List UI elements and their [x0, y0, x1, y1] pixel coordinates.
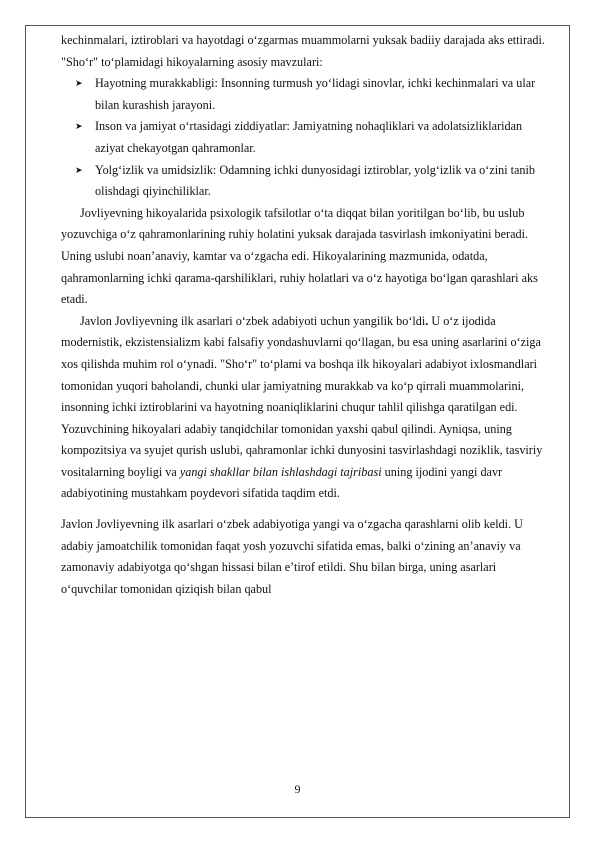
paragraph-psychology: Jovliyevning hikoyalarida psixologik tafsilotlar o‘ta diqqat bilan yoritilgan bo‘lib, bu uslub yozuvchiga o‘z qahramonlarining ruhiy holatini yuksak darajada tasvirlash imkoniyatini beradi. Uning uslubi noan’anaviy, kamtar va o‘zgacha edi. Hikoyalarining mazmunida, odatda, qahramonlarning ichki qarama-qarshiliklari, ruhiy holatlari va o‘z hayotiga bo‘lgan qarashlari aks etadi. [61, 205, 538, 307]
list-item [61, 73, 549, 116]
text-run: uning ijodini yangi davr adabiyotining mustahkam poydevori sifatida taqdim etdi. [61, 464, 503, 501]
page-number: 9 [294, 782, 301, 796]
list-item [61, 116, 549, 159]
paragraph-reception: Javlon Jovliyevning ilk asarlari o‘zbek adabiyotiga yangi va o‘zgacha qarashlarni olib keldi. U adabiy jamoatchilik tomonidan faqat yosh yozuvchi sifatida emas, balki o‘zining an’anaviy va zamonaviy adabiyotga qo‘shgan hissasi bilan e’tirof etildi. Shu bilan birga, uning asarlari o‘quvchilar tomonidan qiziqish bilan qabul [61, 517, 523, 596]
page-body [61, 30, 549, 600]
arrow-right-icon: ➤ [75, 121, 83, 132]
text-run-bold: . [425, 313, 429, 328]
text-run-italic: yangi shakllar bilan ishlashdagi tajribasi [179, 464, 382, 479]
paragraph-early-works [61, 311, 549, 505]
text-run: Javlon Jovliyevning ilk asarlari o‘zbek adabiyoti uchun yangilik bo‘ldi [80, 313, 426, 328]
text-run: U o‘z ijodida modernistik, ekzistensializm kabi falsafiy yondashuvlarni qo‘llagan, bu esa uning asarlarini o‘ziga xos qilishda muhim rol o‘ynadi. "Sho‘r" to‘plami va boshqa ilk hikoyalari adabiyot ixlosmandlari tomonidan yuqori baholandi, chunki ular jamiyatning murakkab va ko‘p qirrali muammolarini, insonning ichki iztiroblarini va hayotning noaniqliklarini chuqur tahlil qilishga qaratilgan edi. Yozuvchining hikoyalari adabiy tanqidchilar tomonidan yaxshi qabul qilindi. Ayniqsa, uning kompozitsiya va syujet qurish uslubi, qahramonlar ichki dunyosini tasvirlashdagi noziklik, tasviriy vositalarning boyligi va [61, 313, 543, 479]
list-item-text: Hayotning murakkabligi: Insonning turmush yo‘lidagi sinovlar, ichki kechinmalari va ular bilan kurashish jarayoni. [95, 76, 536, 112]
arrow-right-icon: ➤ [75, 78, 83, 89]
arrow-right-icon: ➤ [75, 164, 83, 175]
list-item-text: Inson va jamiyat o‘rtasidagi ziddiyatlar: Jamiyatning nohaqliklari va adolatsizliklaridan aziyat chekayotgan qahramonlar. [95, 119, 523, 155]
list-item [61, 160, 549, 203]
topics-list [61, 73, 549, 203]
list-item-text: Yolg‘izlik va umidsizlik: Odamning ichki dunyosidagi iztiroblar, yolg‘izlik va o‘zini tanib olishdagi qiyinchiliklar. [95, 162, 536, 199]
paragraph-continuation: kechinmalari, iztiroblari va hayotdagi o‘zgarmas muammolarni yuksak badiiy darajada aks ettiradi. [61, 33, 545, 47]
topics-heading: "Sho‘r" to‘plamidagi hikoyalarning asosiy mavzulari: [61, 54, 323, 69]
